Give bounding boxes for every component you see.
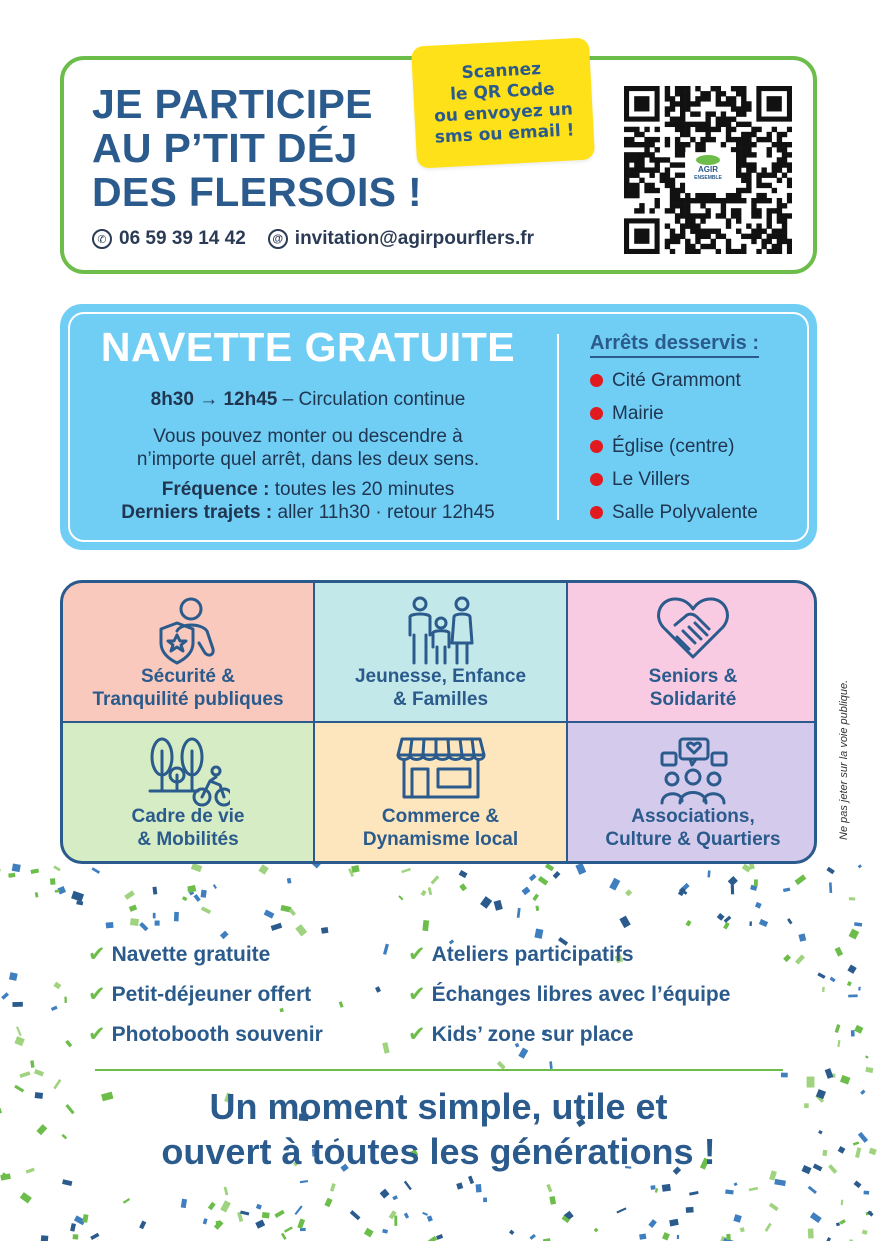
- confetti-piece: [53, 982, 61, 990]
- confetti-piece: [509, 1230, 514, 1235]
- confetti-piece: [34, 1069, 44, 1077]
- family-icon: [404, 595, 478, 667]
- confetti-piece: [749, 1187, 758, 1191]
- confetti-piece: [201, 890, 207, 898]
- confetti-piece: [264, 910, 275, 919]
- shuttle-frequency: Fréquence : toutes les 20 minutes: [161, 479, 455, 500]
- confetti-piece: [431, 875, 440, 884]
- confetti-piece: [428, 1236, 437, 1241]
- confetti-piece: [90, 1233, 99, 1240]
- participation-card: [60, 56, 817, 274]
- confetti-piece: [717, 913, 725, 921]
- confetti-piece: [392, 1195, 398, 1200]
- storefront-icon: [396, 735, 486, 801]
- at-sign-icon: @: [268, 229, 288, 249]
- contact-row: [92, 228, 556, 250]
- confetti-piece: [532, 894, 539, 901]
- confetti-piece: [616, 1207, 626, 1213]
- confetti-piece: [213, 884, 217, 889]
- confetti-piece: [14, 1085, 24, 1093]
- confetti-piece: [41, 1235, 49, 1241]
- theme-label: Associations, Culture & Quartiers: [605, 806, 781, 850]
- phone-contact[interactable]: [92, 228, 246, 250]
- confetti-piece: [20, 1192, 32, 1203]
- confetti-piece: [689, 1191, 699, 1196]
- confetti-piece: [174, 912, 179, 921]
- confetti-piece: [685, 920, 691, 926]
- confetti-piece: [421, 890, 427, 896]
- confetti-piece: [64, 997, 67, 1003]
- confetti-piece: [860, 1090, 865, 1095]
- confetti-piece: [817, 972, 825, 979]
- theme-commerce: [315, 723, 566, 861]
- feature-item: ✔ Petit-déjeuner offert: [88, 983, 312, 1006]
- stop-dot-icon: [590, 407, 603, 420]
- confetti-piece: [181, 1199, 187, 1208]
- confetti-piece: [30, 869, 39, 874]
- confetti-piece: [849, 929, 860, 940]
- confetti-piece: [798, 933, 806, 941]
- confetti-piece: [436, 1234, 443, 1240]
- qr-logo-text: AGIR: [698, 165, 718, 174]
- stop-item: Église (centre): [590, 430, 759, 463]
- confetti-piece: [549, 1196, 556, 1205]
- confetti-piece: [538, 876, 549, 885]
- shuttle-last-trips: Derniers trajets : aller 11h30 · retour 12h45: [121, 502, 495, 523]
- participation-title: JE PARTICIPE AU P’TIT DÉJ DES FLERSOIS !: [92, 81, 422, 215]
- confetti-piece: [0, 1108, 2, 1115]
- confetti-piece: [594, 1228, 599, 1233]
- confetti-piece: [609, 878, 620, 891]
- confetti-piece: [330, 1183, 336, 1192]
- confetti-piece: [854, 1180, 862, 1188]
- confetti-piece: [810, 1212, 822, 1223]
- confetti-piece: [55, 890, 60, 893]
- confetti-piece: [14, 1036, 24, 1046]
- check-icon: ✔: [408, 1023, 426, 1046]
- stop-dot-icon: [590, 473, 603, 486]
- confetti-piece: [26, 1168, 35, 1174]
- theme-seniors: [568, 583, 817, 721]
- confetti-piece: [476, 1184, 482, 1192]
- confetti-piece: [854, 1025, 863, 1034]
- stops-title: Arrêts desservis :: [590, 332, 759, 358]
- confetti-piece: [0, 1173, 11, 1180]
- phone-number[interactable]: 06 59 39 14 42: [119, 228, 246, 249]
- stop-dot-icon: [590, 506, 603, 519]
- side-note: Ne pas jeter sur la voie publique.: [838, 679, 850, 840]
- confetti-piece: [677, 1235, 679, 1239]
- confetti-piece: [82, 1214, 88, 1223]
- confetti-piece: [534, 929, 543, 939]
- confetti-piece: [224, 1187, 229, 1196]
- confetti-piece: [65, 1040, 72, 1048]
- confetti-piece: [483, 1197, 487, 1202]
- confetti-piece: [153, 913, 156, 919]
- confetti-piece: [191, 863, 203, 872]
- confetti-piece: [847, 981, 852, 986]
- confetti-piece: [841, 1200, 844, 1205]
- confetti-piece: [321, 927, 329, 934]
- confetti-piece: [865, 1067, 873, 1073]
- feature-item: ✔ Échanges libres avec l’équipe: [408, 983, 731, 1006]
- confetti-piece: [734, 1182, 738, 1186]
- confetti-piece: [480, 896, 492, 909]
- confetti-piece: [662, 1184, 671, 1192]
- confetti-piece: [281, 1233, 287, 1240]
- check-icon: ✔: [88, 943, 106, 966]
- confetti-piece: [724, 916, 732, 923]
- shuttle-hours: 8h30 → 12h45 – Circulation continue: [150, 389, 466, 410]
- confetti-piece: [155, 921, 160, 926]
- confetti-piece: [854, 922, 862, 926]
- confetti-piece: [382, 1042, 389, 1054]
- confetti-piece: [494, 900, 503, 911]
- confetti-piece: [740, 1227, 745, 1232]
- confetti-piece: [808, 1229, 814, 1239]
- confetti-piece: [130, 918, 139, 926]
- confetti-piece: [862, 1229, 868, 1234]
- confetti-piece: [468, 1176, 474, 1185]
- shuttle-divider: [557, 334, 559, 520]
- confetti-piece: [825, 1068, 834, 1079]
- stop-item: Mairie: [590, 397, 759, 430]
- confetti-piece: [546, 1184, 552, 1193]
- confetti-piece: [258, 864, 268, 875]
- confetti-piece: [625, 889, 632, 896]
- confetti-piece: [549, 1061, 552, 1069]
- confetti-piece: [193, 894, 200, 902]
- confetti-piece: [707, 870, 710, 877]
- feature-item: ✔ Kids’ zone sur place: [408, 1023, 634, 1046]
- theme-label: Seniors & Solidarité: [648, 666, 738, 710]
- community-icon: [658, 735, 728, 807]
- confetti-piece: [517, 908, 521, 918]
- confetti-piece: [398, 895, 403, 900]
- confetti-piece: [220, 931, 229, 940]
- confetti-piece: [9, 972, 18, 981]
- confetti-piece: [824, 1237, 831, 1241]
- confetti-piece: [726, 1234, 731, 1240]
- email-address[interactable]: invitation@agirpourflers.fr: [294, 228, 534, 249]
- confetti-piece: [0, 868, 1, 875]
- confetti-piece: [216, 1221, 220, 1226]
- confetti-piece: [139, 922, 148, 931]
- theme-label: Sécurité & Tranquilité publiques: [92, 666, 284, 710]
- confetti-piece: [783, 954, 791, 962]
- confetti-piece: [731, 885, 734, 894]
- confetti-piece: [849, 897, 855, 900]
- confetti-piece: [755, 902, 762, 909]
- confetti-piece: [12, 1002, 23, 1007]
- confetti-piece: [822, 987, 825, 992]
- confetti-piece: [836, 1222, 840, 1226]
- confetti-piece: [869, 1148, 877, 1156]
- email-contact[interactable]: [268, 228, 534, 250]
- confetti-piece: [295, 1205, 303, 1215]
- confetti-piece: [201, 906, 211, 914]
- theme-security: [63, 583, 313, 721]
- confetti-piece: [30, 1060, 34, 1068]
- confetti-piece: [787, 918, 792, 924]
- confetti-piece: [427, 1215, 433, 1221]
- confetti-piece: [51, 1006, 58, 1011]
- confetti-piece: [847, 965, 856, 974]
- confetti-piece: [1, 992, 9, 1000]
- confetti-piece: [351, 865, 360, 873]
- confetti-piece: [835, 1024, 841, 1033]
- confetti-piece: [783, 887, 790, 892]
- confetti-piece: [71, 891, 84, 902]
- confetti-piece: [529, 874, 537, 881]
- confetti-piece: [456, 1182, 463, 1189]
- confetti-piece: [394, 1216, 397, 1226]
- confetti-piece: [826, 867, 834, 875]
- confetti-piece: [324, 1198, 332, 1207]
- confetti-piece: [545, 863, 554, 871]
- confetti-piece: [70, 1223, 76, 1232]
- confetti-piece: [848, 994, 858, 997]
- confetti-piece: [858, 987, 861, 991]
- confetti-piece: [518, 1048, 528, 1059]
- confetti-piece: [575, 863, 586, 875]
- confetti-piece: [765, 1223, 772, 1232]
- scan-sticker: Scannez le QR Code ou envoyez un sms ou email !: [411, 37, 595, 168]
- confetti-piece: [553, 871, 561, 879]
- confetti-piece: [256, 1204, 262, 1210]
- confetti-piece: [404, 1181, 412, 1191]
- confetti-piece: [187, 885, 196, 893]
- confetti-piece: [795, 954, 805, 964]
- check-icon: ✔: [408, 943, 426, 966]
- shuttle-card: [60, 304, 817, 550]
- confetti-piece: [339, 1001, 344, 1007]
- confetti-piece: [662, 1232, 670, 1240]
- stops-list: [590, 332, 759, 529]
- confetti-piece: [723, 922, 730, 930]
- confetti-piece: [529, 1234, 535, 1240]
- heart-handshake-icon: [655, 595, 731, 661]
- theme-label: Cadre de vie & Mobilités: [131, 806, 245, 850]
- confetti-piece: [733, 1214, 741, 1223]
- confetti-piece: [865, 1055, 869, 1058]
- confetti-piece: [838, 1146, 846, 1154]
- confetti-piece: [401, 868, 411, 873]
- confetti-piece: [208, 1202, 216, 1210]
- shuttle-info-2: n’importe quel arrêt, dans les deux sens.: [136, 449, 480, 470]
- feature-item: ✔ Photobooth souvenir: [88, 1023, 323, 1046]
- confetti-piece: [650, 1185, 655, 1190]
- qr-logo-text: ENSEMBLE: [694, 175, 722, 181]
- theme-label: Commerce & Dynamisme local: [362, 806, 519, 850]
- confetti-piece: [382, 1229, 388, 1234]
- confetti-piece: [835, 947, 844, 957]
- confetti-piece: [839, 1219, 846, 1225]
- theme-associations: [568, 723, 817, 861]
- confetti-piece: [91, 867, 100, 874]
- confetti-piece: [428, 887, 432, 895]
- confetti-piece: [62, 1179, 72, 1186]
- confetti-piece: [50, 878, 56, 885]
- confetti-piece: [725, 1189, 734, 1194]
- confetti-piece: [364, 1228, 374, 1238]
- confetti-piece: [781, 1073, 788, 1078]
- slogan: Un moment simple, utile et ouvert à toutes les générations !: [161, 1086, 716, 1172]
- confetti-piece: [16, 1026, 22, 1036]
- confetti-piece: [8, 873, 15, 878]
- confetti-piece: [220, 1200, 231, 1212]
- shuttle-info-1: Vous pouvez monter ou descendre à: [153, 426, 463, 447]
- confetti-piece: [106, 922, 114, 928]
- confetti-piece: [279, 1008, 283, 1013]
- confetti-piece: [129, 905, 137, 912]
- confetti-piece: [271, 923, 283, 931]
- confetti-piece: [300, 1180, 308, 1183]
- confetti-piece: [759, 919, 768, 927]
- confetti-piece: [76, 901, 83, 906]
- confetti-piece: [830, 977, 836, 983]
- confetti-piece: [375, 986, 381, 992]
- confetti-piece: [422, 920, 429, 931]
- confetti-piece: [297, 1218, 305, 1228]
- confetti-piece: [728, 876, 738, 886]
- feature-item: ✔ Ateliers participatifs: [408, 943, 634, 966]
- feature-item: ✔ Navette gratuite: [88, 943, 271, 966]
- separator-line: [95, 1069, 783, 1071]
- confetti-piece: [139, 1221, 146, 1230]
- confetti-piece: [837, 1040, 840, 1047]
- confetti-piece: [422, 1212, 428, 1216]
- stop-dot-icon: [590, 440, 603, 453]
- phone-icon: ✆: [92, 229, 112, 249]
- confetti-piece: [124, 890, 135, 900]
- confetti-piece: [295, 924, 307, 936]
- confetti-piece: [829, 882, 832, 893]
- confetti-piece: [522, 886, 531, 895]
- confetti-piece: [35, 892, 39, 897]
- confetti-piece: [858, 1132, 868, 1143]
- confetti-piece: [152, 887, 157, 895]
- confetti-piece: [851, 1030, 855, 1036]
- confetti-piece: [182, 896, 187, 901]
- theme-living: [63, 723, 313, 861]
- confetti-piece: [769, 1203, 779, 1212]
- confetti-piece: [350, 1210, 361, 1220]
- confetti-piece: [808, 1186, 817, 1194]
- qr-logo-leaf: [696, 155, 720, 165]
- trees-bike-icon: [146, 735, 230, 807]
- stop-item: Le Villers: [590, 463, 759, 496]
- confetti-piece: [123, 1198, 130, 1204]
- confetti-piece: [380, 1189, 390, 1199]
- confetti-piece: [754, 879, 758, 886]
- confetti-piece: [639, 1233, 646, 1239]
- qr-code[interactable]: [624, 86, 792, 254]
- confetti-piece: [774, 1179, 786, 1186]
- confetti-piece: [619, 916, 630, 928]
- confetti-piece: [749, 921, 752, 926]
- confetti-piece: [535, 905, 539, 911]
- confetti-piece: [284, 1226, 293, 1232]
- stop-item: Salle Polyvalente: [590, 496, 759, 529]
- stop-dot-icon: [590, 374, 603, 387]
- confetti-piece: [459, 870, 468, 878]
- themes-grid: [60, 580, 817, 864]
- confetti-piece: [858, 864, 862, 868]
- theme-youth: [315, 583, 566, 721]
- check-icon: ✔: [88, 983, 106, 1006]
- confetti-piece: [255, 1220, 265, 1229]
- confetti-piece: [203, 1218, 208, 1224]
- confetti-piece: [855, 1147, 861, 1158]
- stop-item: Cité Grammont: [590, 364, 759, 397]
- confetti-piece: [274, 1210, 284, 1218]
- confetti-piece: [12, 863, 21, 872]
- confetti-piece: [669, 1219, 679, 1227]
- confetti-piece: [459, 883, 467, 891]
- confetti-piece: [795, 874, 807, 885]
- confetti-piece: [262, 1212, 270, 1218]
- confetti-piece: [53, 865, 60, 871]
- shuttle-title: NAVETTE GRATUITE: [100, 324, 516, 370]
- confetti-piece: [840, 1075, 850, 1085]
- confetti-piece: [864, 1191, 870, 1195]
- confetti-piece: [287, 878, 292, 884]
- check-icon: ✔: [88, 1023, 106, 1046]
- confetti-piece: [73, 1234, 79, 1239]
- security-person-icon: [153, 595, 223, 667]
- confetti-piece: [853, 1141, 859, 1145]
- confetti-piece: [686, 1207, 694, 1213]
- theme-label: Jeunesse, Enfance & Familles: [354, 666, 527, 710]
- confetti-piece: [648, 1219, 657, 1228]
- check-icon: ✔: [408, 983, 426, 1006]
- confetti-piece: [19, 1071, 30, 1078]
- confetti-piece: [404, 1213, 409, 1219]
- confetti-piece: [383, 944, 389, 955]
